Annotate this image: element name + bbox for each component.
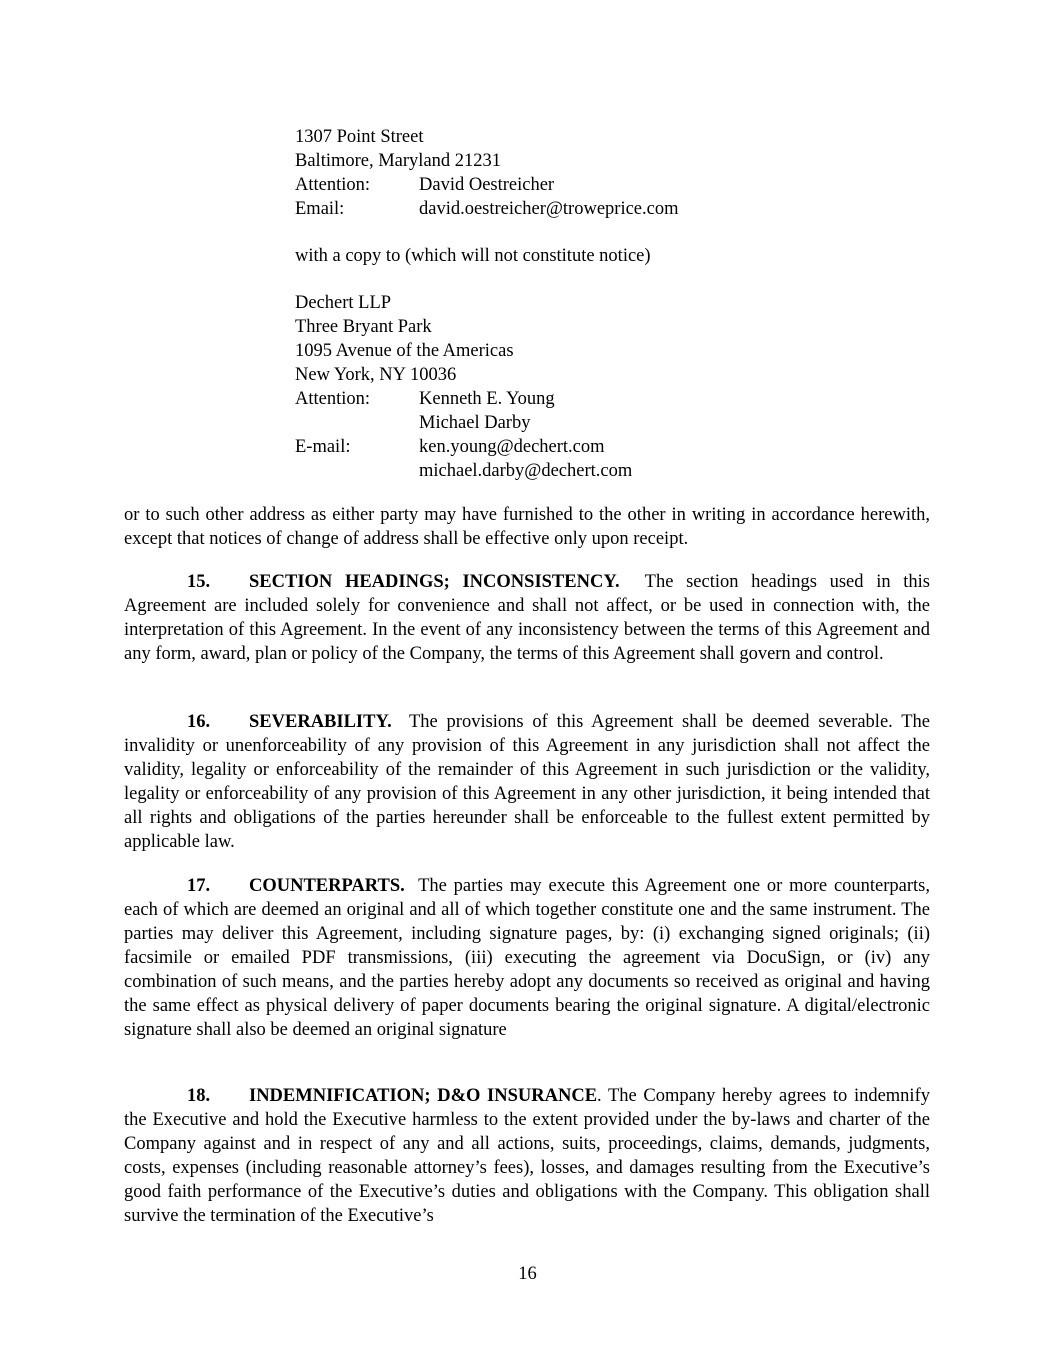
attention-value: David Oestreicher — [419, 175, 555, 195]
notice-address-block — [295, 125, 678, 221]
copy-address-line1: Three Bryant Park — [295, 317, 432, 337]
copy-note: with a copy to (which will not constitute notice) — [295, 246, 651, 266]
section-heading: SEVERABILITY. — [249, 712, 392, 732]
email-value: david.oestreicher@troweprice.com — [419, 199, 679, 219]
copy-firm-name: Dechert LLP — [295, 293, 392, 313]
section-body: The provisions of this Agreement shall be deemed severable. The invalidity or unenforceability of any provision of this Agreement in any jurisdiction shall not affect the validity, legality or enforceability of the remainder of this Agreement in such jurisdiction or the validity, legality or enforceability of any provision of this Agreement in any other jurisdiction, it being intended that all rights and obligations of the parties hereunder shall be enforceable to the fullest extent permitted by applicable law. — [124, 712, 930, 852]
copy-email-value-1: ken.young@dechert.com — [419, 437, 605, 457]
email-row — [295, 197, 678, 221]
address-city-state-zip: Baltimore, Maryland 21231 — [295, 151, 502, 171]
attention-row — [295, 173, 678, 197]
copy-address-block — [295, 291, 632, 483]
copy-note-block — [295, 244, 651, 268]
section-body: . The Company hereby agrees to indemnify the Executive and hold the Executive harmless to the extent provided under the by-laws and charter of the Company against and in respect of any and all actions, suits, proceedings, claims, demands, judgments, costs, expenses (including reasonable attorney’s fees), losses, and damages resulting from the Executive’s good faith performance of the Executive’s duties and obligations with the Company. This obligation shall survive the termination of the Executive’s — [124, 1086, 930, 1226]
section-heading: COUNTERPARTS. — [249, 876, 405, 896]
copy-attention-value-1: Kenneth E. Young — [419, 389, 555, 409]
copy-email-label: E-mail: — [295, 437, 351, 457]
copy-address-line2: 1095 Avenue of the Americas — [295, 341, 514, 361]
copy-email-row — [295, 435, 632, 459]
section-18 — [124, 1084, 930, 1228]
copy-city-state-zip: New York, NY 10036 — [295, 365, 457, 385]
closing-paragraph: or to such other address as either party may have furnished to the other in writing in accordance herewith, except that notices of change of address shall be effective only upon receipt. — [124, 505, 930, 549]
section-heading: SECTION HEADINGS; INCONSISTENCY. — [249, 572, 620, 592]
copy-email-row-2 — [295, 459, 632, 483]
copy-attention-label: Attention: — [295, 389, 371, 409]
email-label: Email: — [295, 199, 345, 219]
section-15 — [124, 570, 930, 666]
copy-attention-row — [295, 387, 632, 411]
section-16 — [124, 710, 930, 854]
section-number: 16. — [187, 712, 211, 732]
copy-email-value-2: michael.darby@dechert.com — [419, 461, 633, 481]
copy-attention-row-2 — [295, 411, 632, 435]
section-number: 15. — [187, 572, 211, 592]
attention-label: Attention: — [295, 175, 371, 195]
section-body: The section headings used in this Agreement are included solely for convenience and shall not affect, or be used in connection with, the interpretation of this Agreement. In the event of any inconsistency between the terms of this Agreement and any form, award, plan or policy of the Company, the terms of this Agreement shall govern and control. — [124, 572, 930, 664]
copy-attention-value-2: Michael Darby — [419, 413, 531, 433]
section-number: 18. — [187, 1086, 211, 1106]
section-heading: INDEMNIFICATION; D&O INSURANCE — [249, 1086, 598, 1106]
page-number: 16 — [518, 1264, 537, 1284]
section-body: The parties may execute this Agreement one or more counterparts, each of which are deemed an original and all of which together constitute one and the same instrument. The parties may deliver this Agreement, including signature pages, by: (i) exchanging signed originals; (ii) facsimile or emailed PDF transmissions, (iii) executing the agreement via DocuSign, or (iv) any combination of such means, and the parties hereby adopt any documents so received as original and having the same effect as physical delivery of paper documents bearing the original signature. A digital/electronic signature shall also be deemed an original signature — [124, 876, 931, 1040]
section-17 — [124, 874, 930, 1042]
address-street: 1307 Point Street — [295, 127, 424, 147]
section-number: 17. — [187, 876, 211, 896]
